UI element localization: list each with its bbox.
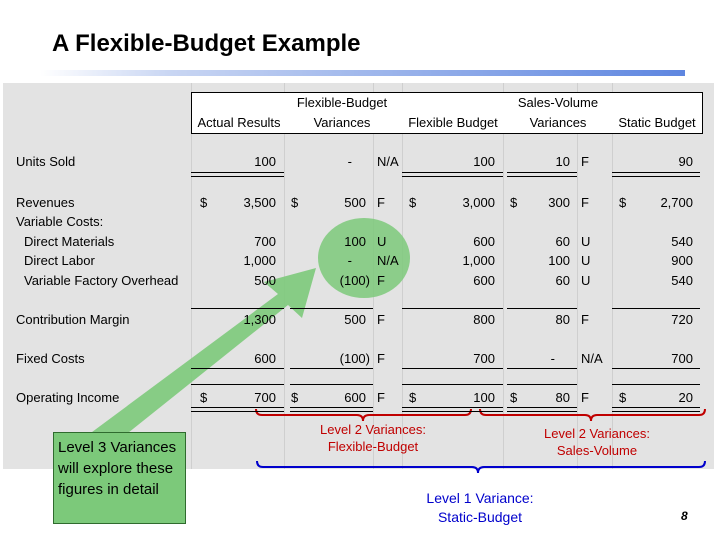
cell-sv-variance: 100 xyxy=(548,253,570,268)
level1-line2: Static-Budget xyxy=(437,509,523,525)
cell-static-budget: 720 xyxy=(671,312,693,327)
currency-symbol: $ xyxy=(200,390,208,405)
level2-flex-line1: Level 2 Variances: xyxy=(320,422,426,437)
cell-fb-variance: - xyxy=(347,154,352,169)
currency-symbol: $ xyxy=(510,195,518,210)
cell-flexible-budget: 1,000 xyxy=(462,253,495,268)
header-flex-variances-line2: Variances xyxy=(313,115,371,130)
single-rule xyxy=(191,368,284,369)
header-sales-volume-line2: Variances xyxy=(529,115,587,130)
cell-actual: 3,500 xyxy=(243,195,276,210)
currency-symbol: $ xyxy=(409,195,417,210)
single-rule xyxy=(507,384,577,385)
single-rule xyxy=(402,308,503,309)
cell-sv-variance: 10 xyxy=(555,154,570,169)
static-budget-brace xyxy=(257,461,705,473)
slide-title: A Flexible-Budget Example xyxy=(52,30,361,57)
cell-actual: 700 xyxy=(254,390,276,405)
cell-static-budget: 900 xyxy=(671,253,693,268)
cell-sv-variance: - xyxy=(550,351,555,366)
cell-sv-variance: 60 xyxy=(555,273,570,288)
single-rule xyxy=(402,384,503,385)
currency-symbol: $ xyxy=(510,390,518,405)
header-static-budget: Static Budget xyxy=(618,115,696,130)
cell-sv-flag: F xyxy=(581,195,589,210)
cell-fb-flag: N/A xyxy=(377,154,399,169)
cell-sv-variance: 80 xyxy=(555,390,570,405)
cell-flexible-budget: 800 xyxy=(473,312,495,327)
currency-symbol: $ xyxy=(200,195,208,210)
currency-symbol: $ xyxy=(619,195,627,210)
level1-label xyxy=(385,489,575,527)
cell-flexible-budget: 600 xyxy=(473,234,495,249)
double-rule xyxy=(402,407,503,412)
row-label-units-sold: Units Sold xyxy=(16,154,76,169)
level2-sales-label xyxy=(505,425,689,459)
cell-sv-flag: U xyxy=(581,234,591,249)
single-rule xyxy=(191,308,284,309)
level2-flex-line2: Flexible-Budget xyxy=(327,439,419,454)
cell-fb-flag: F xyxy=(377,273,385,288)
single-rule xyxy=(402,368,503,369)
cell-fb-flag: F xyxy=(377,390,385,405)
cell-fb-flag: U xyxy=(377,234,387,249)
currency-symbol: $ xyxy=(409,390,417,405)
cell-sv-variance: 80 xyxy=(555,312,570,327)
single-rule xyxy=(612,308,700,309)
single-rule xyxy=(507,368,577,369)
level1-line1: Level 1 Variance: xyxy=(426,490,534,506)
cell-fb-variance: 500 xyxy=(344,312,366,327)
single-rule xyxy=(290,368,373,369)
cell-static-budget: 700 xyxy=(671,351,693,366)
row-label-revenues: Revenues xyxy=(16,195,75,210)
level2-sales-line2: Sales-Volume xyxy=(556,443,638,458)
cell-sv-variance: 60 xyxy=(555,234,570,249)
header-actual-results: Actual Results xyxy=(197,115,281,130)
currency-symbol: $ xyxy=(619,390,627,405)
double-rule xyxy=(507,172,577,177)
cell-static-budget: 540 xyxy=(671,234,693,249)
header-sales-volume-line1: Sales-Volume xyxy=(517,95,599,110)
double-rule xyxy=(507,407,577,412)
cell-fb-variance: (100) xyxy=(339,273,370,288)
cell-sv-flag: F xyxy=(581,312,589,327)
cell-fb-variance: 500 xyxy=(344,195,366,210)
cell-actual: 600 xyxy=(254,351,276,366)
double-rule xyxy=(402,172,503,177)
cell-fb-flag: N/A xyxy=(377,253,399,268)
cell-flexible-budget: 3,000 xyxy=(462,195,495,210)
double-rule xyxy=(290,407,373,412)
row-label-fixed-costs: Fixed Costs xyxy=(16,351,85,366)
row-label-operating-income: Operating Income xyxy=(16,390,120,405)
cell-fb-variance: 100 xyxy=(344,234,366,249)
single-rule xyxy=(507,308,577,309)
single-rule xyxy=(612,368,700,369)
cell-sv-flag: N/A xyxy=(581,351,603,366)
cell-static-budget: 90 xyxy=(678,154,693,169)
level3-callout: Level 3 Variances will explore these figures in detail xyxy=(53,432,186,524)
cell-actual: 700 xyxy=(254,234,276,249)
cell-fb-variance: 600 xyxy=(344,390,366,405)
cell-sv-flag: F xyxy=(581,154,589,169)
double-rule xyxy=(191,172,284,177)
row-label-direct-materials: Direct Materials xyxy=(24,234,115,249)
currency-symbol: $ xyxy=(291,195,299,210)
cell-static-budget: 2,700 xyxy=(660,195,693,210)
cell-fb-flag: F xyxy=(377,312,385,327)
row-label-variable-costs: Variable Costs: xyxy=(16,214,104,229)
cell-sv-flag: F xyxy=(581,390,589,405)
cell-flexible-budget: 100 xyxy=(473,390,495,405)
header-flexible-budget: Flexible Budget xyxy=(408,115,498,130)
cell-fb-flag: F xyxy=(377,351,385,366)
cell-static-budget: 20 xyxy=(678,390,693,405)
cell-sv-flag: U xyxy=(581,253,591,268)
page-number: 8 xyxy=(681,509,688,523)
cell-sv-variance: 300 xyxy=(548,195,570,210)
double-rule xyxy=(612,172,700,177)
cell-static-budget: 540 xyxy=(671,273,693,288)
single-rule xyxy=(290,308,373,309)
cell-actual: 1,000 xyxy=(243,253,276,268)
row-label-contribution-margin: Contribution Margin xyxy=(16,312,130,327)
header-flex-variances-line1: Flexible-Budget xyxy=(296,95,388,110)
cell-flexible-budget: 100 xyxy=(473,154,495,169)
cell-fb-variance: - xyxy=(347,253,352,268)
row-label-variable-overhead: Variable Factory Overhead xyxy=(24,273,179,288)
cell-sv-flag: U xyxy=(581,273,591,288)
single-rule xyxy=(290,384,373,385)
row-label-direct-labor: Direct Labor xyxy=(24,253,95,268)
cell-fb-variance: (100) xyxy=(339,351,370,366)
cell-actual: 1,300 xyxy=(243,312,276,327)
cell-flexible-budget: 700 xyxy=(473,351,495,366)
cell-fb-flag: F xyxy=(377,195,385,210)
double-rule xyxy=(612,407,700,412)
cell-actual: 100 xyxy=(254,154,276,169)
level2-sales-line1: Level 2 Variances: xyxy=(544,426,650,441)
single-rule xyxy=(191,384,284,385)
currency-symbol: $ xyxy=(291,390,299,405)
cell-actual: 500 xyxy=(254,273,276,288)
cell-flexible-budget: 600 xyxy=(473,273,495,288)
level2-flex-label xyxy=(280,421,466,455)
double-rule xyxy=(191,407,284,412)
single-rule xyxy=(612,384,700,385)
